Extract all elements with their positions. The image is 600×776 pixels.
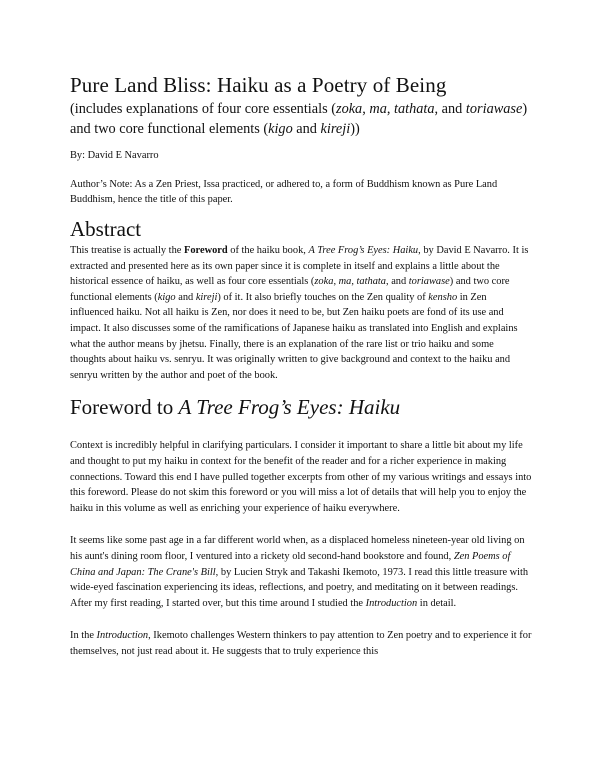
foreword-paragraph-2: It seems like some past age in a far different world when, as a displaced homeless nineteen-year old living on his aunt's dining room floor, I ventured into a rickety old second-hand bookstore and found, Zen Poems of China and Japan: The Crane's Bill, by Lucien Stryk and Takashi Ikemoto, 1973. I read this little treasure with wide-eyed fascination experiencing its ideas, reflections, and poetry, and meditating on it between readings. After my first reading, I started over, but this time around I studied the Introduction in detail. (70, 535, 529, 609)
foreword-paragraph-3: In the Introduction, Ikemoto challenges Western thinkers to pay attention to Zen poetry and to experience it for themselves, not just read about it. He suggests that to truly experience this (70, 630, 532, 657)
author-byline: By: David E Navarro (70, 150, 159, 161)
document-content (70, 72, 532, 659)
foreword-heading: Foreword to A Tree Frog’s Eyes: Haiku (70, 395, 401, 420)
abstract-heading: Abstract (70, 217, 142, 241)
paper-subtitle: (includes explanations of four core essentials (zoka, ma, tathata, and toriawase) and two core functional elements (kigo and kireji)) (70, 101, 528, 137)
foreword-paragraph-1: Context is incredibly helpful in clarifying particulars. I consider it important to share a little bit about my life and thought to put my haiku in context for the benefit of the reader and for a richer experience in making connections. Toward this end I have pulled together excerpts from other of my various writings and essays into this foreword. Please do not skim this foreword or you will miss a lot of details that will help you to enjoy the haiku in this volume as well as enriching your experience of haiku everywhere. (70, 440, 532, 514)
authors-note: Author’s Note: As a Zen Priest, Issa practiced, or adhered to, a form of Buddhism known as Pure Land Buddhism, hence the title of this paper. (70, 179, 498, 205)
abstract-paragraph: This treatise is actually the Foreword of the haiku book, A Tree Frog’s Eyes: Haiku, by David E Navarro. It is extracted and presented here as its own paper since it is complete in itself and explains a little about the historical essence of haiku, as well as four core essentials (zoka, ma, tathata, and toriawase) and two core functional elements (kigo and kireji) of it. It also briefly touches on the Zen quality of kensho in Zen influenced haiku. Not all haiku is Zen, nor does it need to be, but Zen haiku poets are fond of its use and impact. It also discusses some of the ramifications of Japanese haiku as translated into English and explains what the author means by jhetsu. Finally, there is an explanation of the rare list or trio haiku and some thoughts about haiku vs. senryu. It was originally written to give background and context to the haiku and senryu written by the author and poet of the book. (70, 245, 529, 381)
paper-title: Pure Land Bliss: Haiku as a Poetry of Being (70, 73, 447, 97)
